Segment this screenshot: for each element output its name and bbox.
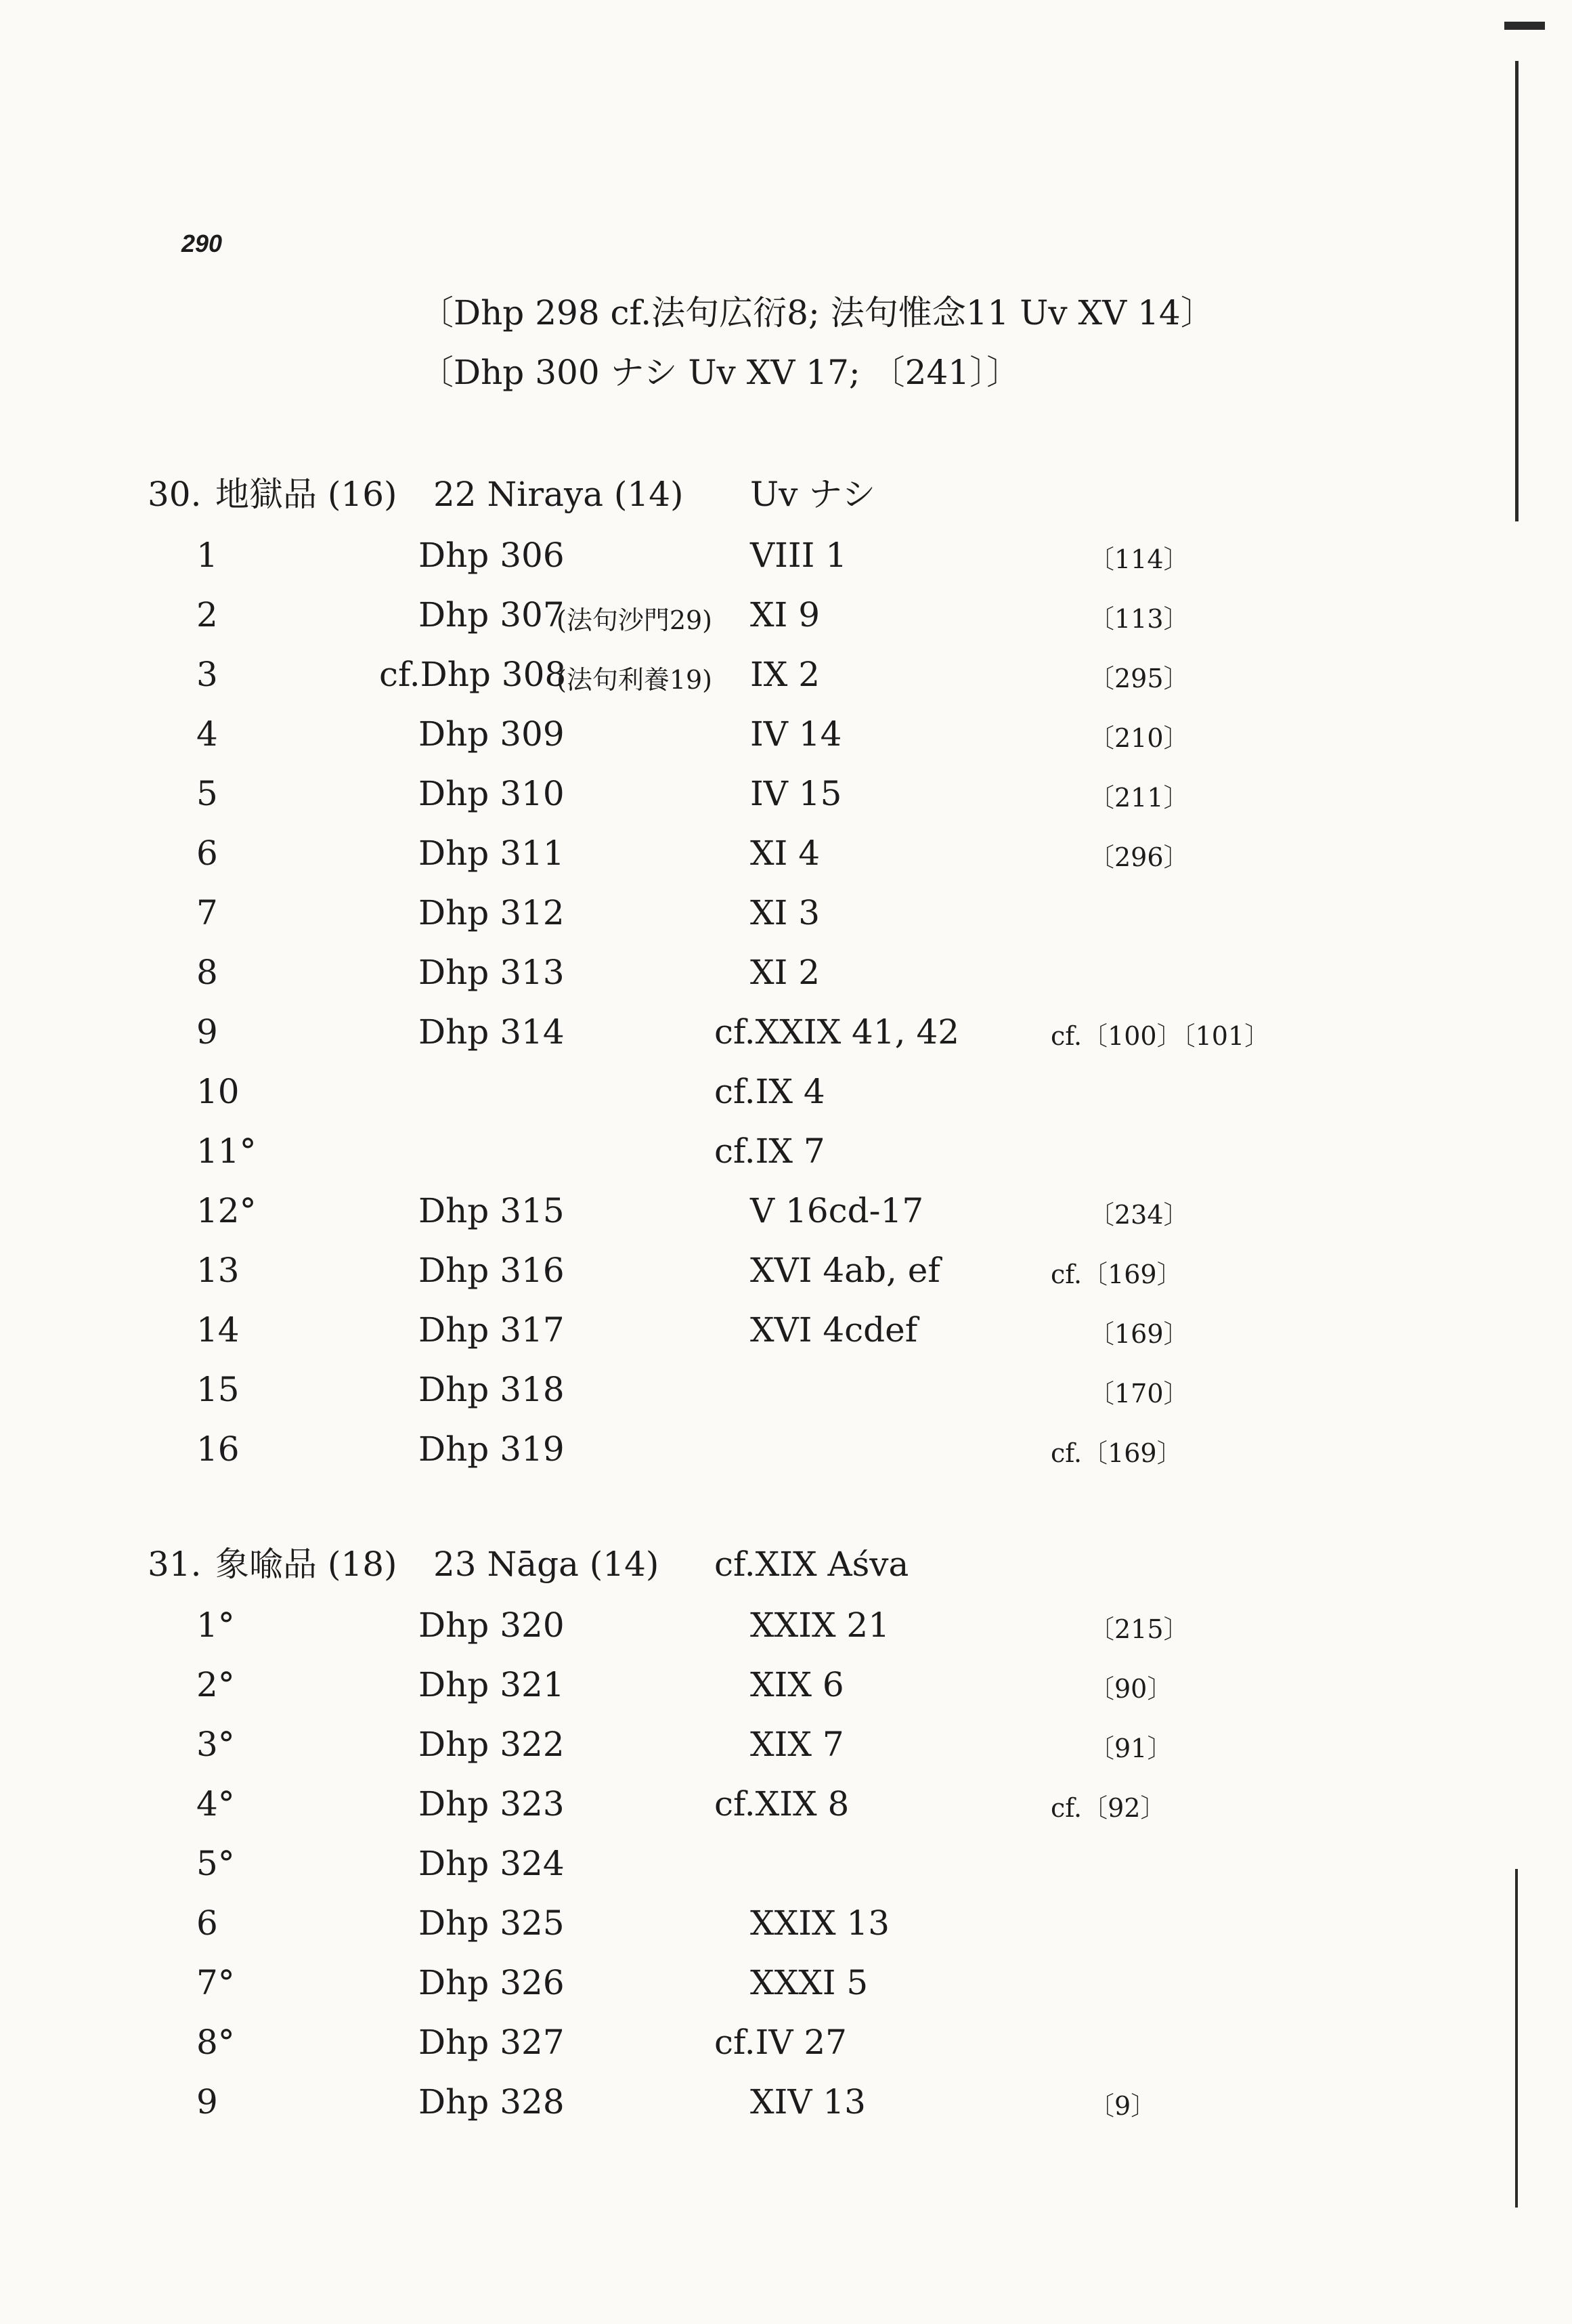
header-line-2: 〔Dhp 300 ナシ Uv XV 17; 〔241〕〕 <box>420 353 1021 392</box>
udanavarga-reference: XXXI 5 <box>750 1963 869 2002</box>
row-number: 3 <box>196 655 218 694</box>
bracket-reference: cf.〔100〕〔101〕 <box>1051 1021 1271 1051</box>
bracket-reference: 〔296〕 <box>1089 842 1189 872</box>
row-number: 6 <box>196 834 218 873</box>
page-number: 290 <box>181 230 223 257</box>
dhp-reference: Dhp 316 <box>418 1251 565 1290</box>
udanavarga-reference: IX 2 <box>750 655 821 694</box>
udanavarga-reference: cf.IX 7 <box>714 1132 825 1171</box>
row-number: 13 <box>196 1251 240 1290</box>
row-number: 7 <box>196 893 218 932</box>
bracket-reference: 〔211〕 <box>1089 783 1189 813</box>
row-number: 1° <box>196 1606 235 1645</box>
row-number: 5° <box>196 1844 235 1883</box>
row-number: 16 <box>196 1429 240 1469</box>
row-number: 11° <box>196 1132 257 1171</box>
row-number: 12° <box>196 1191 257 1230</box>
dhp-reference: cf.Dhp 308 <box>379 655 567 694</box>
udanavarga-reference: V 16cd-17 <box>750 1191 924 1230</box>
dhp-reference: Dhp 310 <box>418 774 565 813</box>
page-corner-mark <box>1504 22 1545 30</box>
row-number: 9 <box>196 2082 218 2122</box>
dhp-reference: Dhp 307 <box>418 595 565 634</box>
bracket-reference: 〔9〕 <box>1089 2091 1157 2121</box>
udanavarga-reference: XIX 6 <box>750 1665 844 1704</box>
udanavarga-reference: cf.XXIX 41, 42 <box>714 1012 960 1052</box>
udanavarga-reference: VIII 1 <box>750 536 848 575</box>
bracket-reference: 〔90〕 <box>1089 1674 1173 1704</box>
udanavarga-reference: XXIX 21 <box>750 1606 890 1645</box>
udanavarga-reference: cf.XIX 8 <box>714 1784 850 1824</box>
bracket-reference: cf.〔92〕 <box>1051 1793 1166 1823</box>
udanavarga-reference: cf.IV 27 <box>714 2023 847 2062</box>
section-title-pali: 23 Nāga (14) <box>433 1545 659 1584</box>
row-number: 4 <box>196 714 218 754</box>
row-number: 2 <box>196 595 218 634</box>
udanavarga-reference: XIV 13 <box>750 2082 866 2122</box>
dhp-reference: Dhp 309 <box>418 714 565 754</box>
dhp-reference: Dhp 312 <box>418 893 565 932</box>
row-number: 8 <box>196 953 218 992</box>
row-number: 1 <box>196 536 218 575</box>
dhp-reference: Dhp 317 <box>418 1310 565 1350</box>
udanavarga-reference: XIX 7 <box>750 1725 844 1764</box>
dhp-reference: Dhp 325 <box>418 1903 565 1943</box>
dhp-reference: Dhp 314 <box>418 1012 565 1052</box>
row-number: 9 <box>196 1012 218 1052</box>
udanavarga-reference: cf.IX 4 <box>714 1072 825 1111</box>
section-uv: cf.XIX Aśva <box>714 1545 909 1584</box>
bracket-reference: 〔114〕 <box>1089 544 1189 574</box>
dhp-reference: Dhp 323 <box>418 1784 565 1824</box>
row-number: 10 <box>196 1072 240 1111</box>
bracket-reference: 〔91〕 <box>1089 1734 1173 1763</box>
bracket-reference: 〔295〕 <box>1089 664 1189 693</box>
chinese-parallel-note: (法句沙門29) <box>556 605 713 635</box>
bracket-reference: 〔234〕 <box>1089 1200 1189 1230</box>
dhp-reference: Dhp 306 <box>418 536 565 575</box>
dhp-reference: Dhp 321 <box>418 1665 565 1704</box>
row-number: 15 <box>196 1370 240 1409</box>
udanavarga-reference: XI 4 <box>750 834 821 873</box>
header-line-1: 〔Dhp 298 cf.法句広衍8; 法句惟念11 Uv XV 14〕 <box>420 293 1215 332</box>
udanavarga-reference: XVI 4ab, ef <box>750 1251 940 1290</box>
udanavarga-reference: XI 9 <box>750 595 821 634</box>
bracket-reference: cf.〔169〕 <box>1051 1438 1183 1468</box>
section-title-jp: 象喩品 (18) <box>215 1545 397 1584</box>
dhp-reference: Dhp 322 <box>418 1725 565 1764</box>
udanavarga-reference: XVI 4cdef <box>750 1310 918 1350</box>
udanavarga-reference: XXIX 13 <box>750 1903 890 1943</box>
page-edge-line-lower <box>1515 1869 1518 2208</box>
dhp-reference: Dhp 324 <box>418 1844 565 1883</box>
dhp-reference: Dhp 318 <box>418 1370 565 1409</box>
section-uv: Uv ナシ <box>750 475 876 514</box>
section-number: 31. <box>148 1545 202 1584</box>
section-title-pali: 22 Niraya (14) <box>433 475 684 514</box>
row-number: 5 <box>196 774 218 813</box>
udanavarga-reference: IV 15 <box>750 774 842 813</box>
page-edge-line <box>1515 61 1519 521</box>
bracket-reference: 〔169〕 <box>1089 1319 1189 1349</box>
bracket-reference: cf.〔169〕 <box>1051 1260 1183 1289</box>
udanavarga-reference: IV 14 <box>750 714 842 754</box>
row-number: 2° <box>196 1665 235 1704</box>
dhp-reference: Dhp 319 <box>418 1429 565 1469</box>
dhp-reference: Dhp 311 <box>418 834 565 873</box>
row-number: 3° <box>196 1725 235 1764</box>
chinese-parallel-note: (法句利養19) <box>556 665 713 695</box>
dhp-reference: Dhp 320 <box>418 1606 565 1645</box>
dhp-reference: Dhp 313 <box>418 953 565 992</box>
section-number: 30. <box>148 475 202 514</box>
row-number: 8° <box>196 2023 235 2062</box>
dhp-reference: Dhp 315 <box>418 1191 565 1230</box>
row-number: 7° <box>196 1963 235 2002</box>
udanavarga-reference: XI 2 <box>750 953 821 992</box>
row-number: 14 <box>196 1310 240 1350</box>
row-number: 4° <box>196 1784 235 1824</box>
section-title-jp: 地獄品 (16) <box>215 475 397 514</box>
dhp-reference: Dhp 328 <box>418 2082 565 2122</box>
bracket-reference: 〔170〕 <box>1089 1379 1189 1408</box>
bracket-reference: 〔113〕 <box>1089 604 1189 634</box>
row-number: 6 <box>196 1903 218 1943</box>
udanavarga-reference: XI 3 <box>750 893 821 932</box>
dhp-reference: Dhp 327 <box>418 2023 565 2062</box>
bracket-reference: 〔210〕 <box>1089 723 1189 753</box>
bracket-reference: 〔215〕 <box>1089 1614 1189 1644</box>
dhp-reference: Dhp 326 <box>418 1963 565 2002</box>
